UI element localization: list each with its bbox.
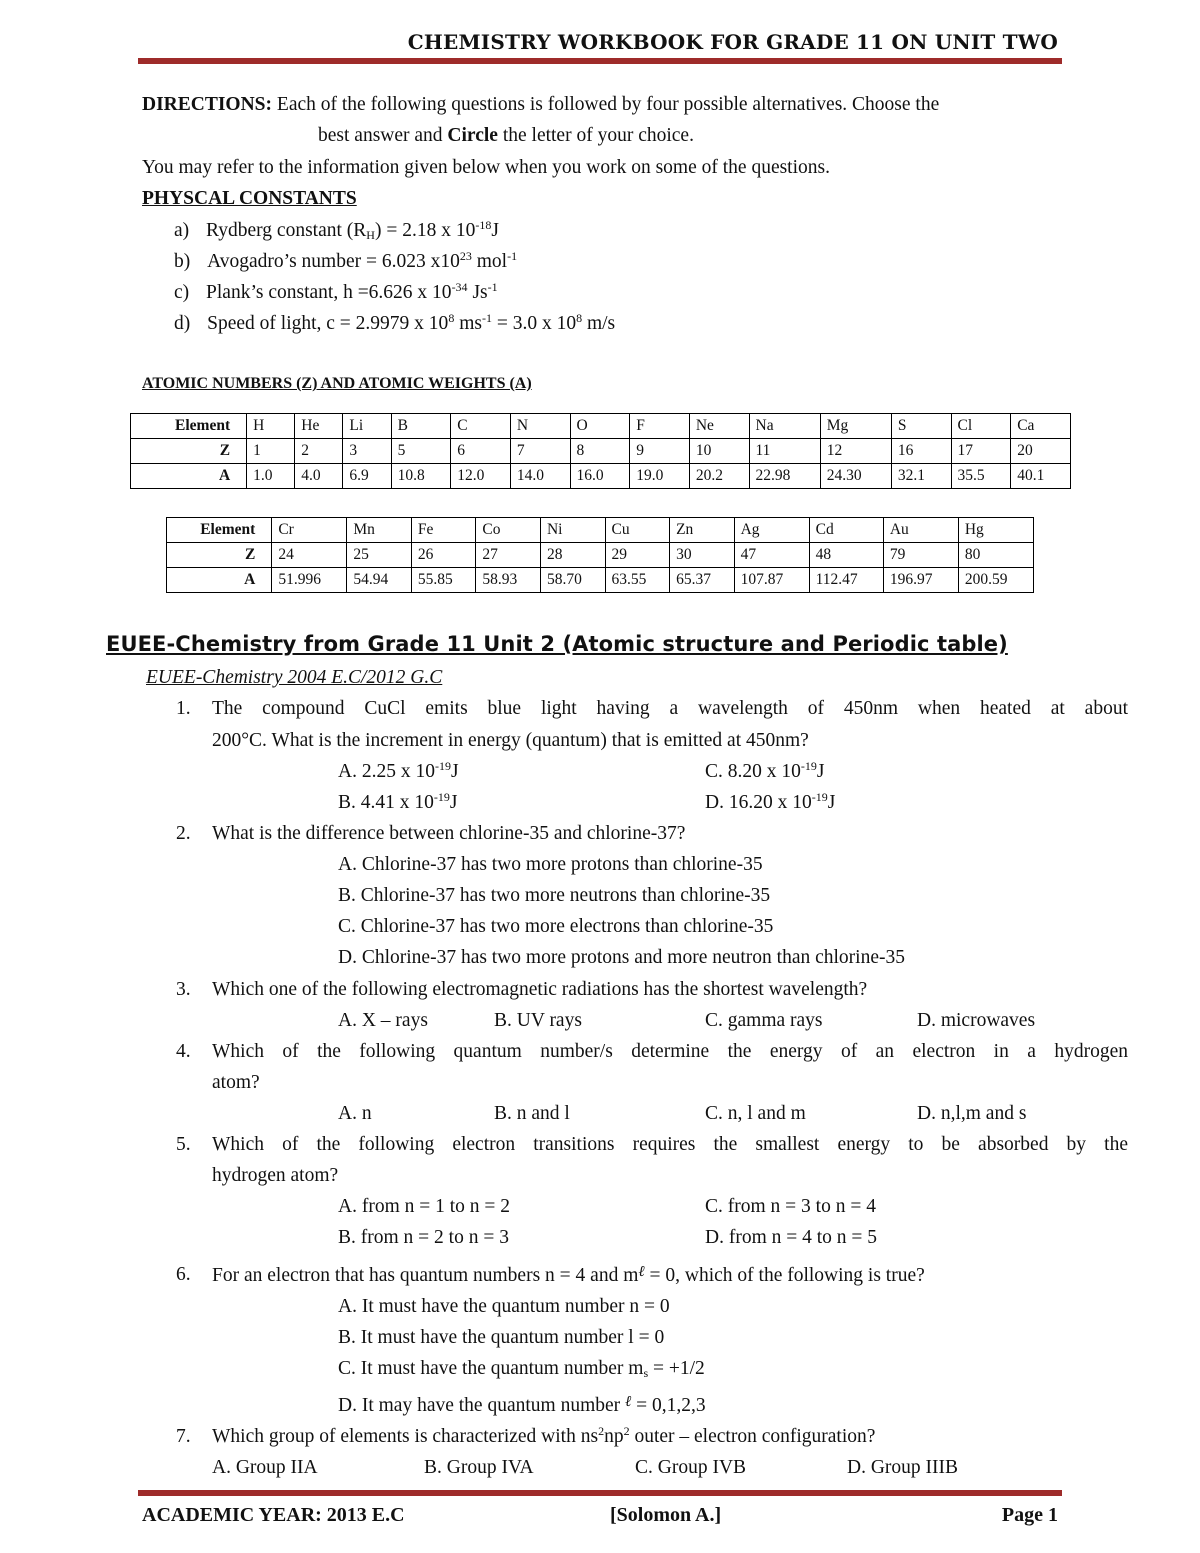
table-cell: Ni (540, 518, 605, 543)
q5-option-d: D. from n = 4 to n = 5 (705, 1227, 878, 1248)
a-row (131, 464, 1071, 489)
table-cell: 30 (670, 543, 735, 568)
table-cell: 32.1 (891, 464, 951, 489)
table-cell: Au (883, 518, 958, 543)
constant-text: = 3.0 x 10 (491, 313, 577, 334)
table-cell: 80 (958, 543, 1033, 568)
constant-sup: 8 (576, 311, 583, 325)
constant-item-light (174, 313, 615, 335)
directions-label: DIRECTIONS: (142, 94, 273, 115)
table-cell: O (570, 414, 630, 439)
question-number: 4. (176, 1041, 191, 1062)
table-cell: 47 (734, 543, 809, 568)
q4-option-c: C. n, l and m (705, 1103, 806, 1124)
constant-text: Rydberg constant (R (206, 220, 367, 241)
q7-text-mid: np (604, 1426, 624, 1447)
option-text: B. 4.41 x 10 (338, 792, 434, 813)
q7-option-a: A. Group IIA (212, 1457, 318, 1478)
option-sup: -19 (800, 759, 817, 773)
option-sup: -19 (811, 790, 828, 804)
table-cell: 25 (347, 543, 412, 568)
table-cell: 6 (451, 439, 511, 464)
constants-heading: PHYSCAL CONSTANTS (142, 188, 357, 209)
table-cell: Cl (951, 414, 1011, 439)
table-cell: 19.0 (630, 464, 690, 489)
table-cell: 12.0 (451, 464, 511, 489)
directions-line1: Each of the following questions is followed by four possible alternatives. Choose the (276, 94, 940, 115)
q5-option-b: B. from n = 2 to n = 3 (338, 1227, 509, 1248)
q2-option-a: A. Chlorine-37 has two more protons than chlorine-35 (338, 854, 763, 875)
table-cell: 35.5 (951, 464, 1011, 489)
refer-text: You may refer to the information given below when you work on some of the questions. (142, 157, 830, 178)
atomic-table-heading: ATOMIC NUMBERS (Z) AND ATOMIC WEIGHTS (A) (142, 375, 532, 392)
table-cell: 4.0 (295, 464, 343, 489)
z-row (131, 439, 1071, 464)
q7-text-pre: Which group of elements is characterized with ns (212, 1426, 599, 1447)
question-number: 3. (176, 979, 191, 1000)
footer-author: [Solomon A.] (610, 1504, 722, 1526)
constant-text: J (491, 220, 499, 241)
constant-sup: -18 (475, 218, 492, 232)
table-cell: Ca (1011, 414, 1071, 439)
q3-option-d: D. microwaves (917, 1010, 1036, 1031)
table-cell: 112.47 (809, 568, 883, 593)
table-cell: 58.93 (476, 568, 541, 593)
constant-sup: -1 (507, 249, 518, 263)
table-cell: 51.996 (272, 568, 347, 593)
constant-text: ms (454, 313, 482, 334)
q2-option-d: D. Chlorine-37 has two more protons and more neutron than chlorine-35 (338, 947, 905, 968)
q7-sup: 2 (623, 1424, 630, 1438)
q1-line1: The compound CuCl emits blue light having a wavelength of 450nm when heated at about (212, 698, 1128, 719)
option-text: A. 2.25 x 10 (338, 761, 435, 782)
option-text: D. 16.20 x 10 (705, 792, 812, 813)
option-text: C. 8.20 x 10 (705, 761, 801, 782)
q6-ell: ℓ (638, 1264, 645, 1280)
table-cell: Hg (958, 518, 1033, 543)
question-number: 7. (176, 1426, 191, 1447)
q7-text-post: outer – electron configuration? (629, 1426, 876, 1447)
constant-text: Js (467, 282, 488, 303)
q5-line1: Which of the following electron transitions requires the smallest energy to be absorbed by the (212, 1134, 1128, 1155)
table-cell: 79 (883, 543, 958, 568)
table-cell: 107.87 (734, 568, 809, 593)
option-text: J (449, 792, 458, 813)
table-cell: H (247, 414, 295, 439)
table-cell: 17 (951, 439, 1011, 464)
constant-text: Avogadro’s number = 6.023 x10 (207, 251, 460, 272)
section-subtitle: EUEE-Chemistry 2004 E.C/2012 G.C (146, 667, 443, 688)
table-cell: 40.1 (1011, 464, 1071, 489)
constant-sup: 8 (448, 311, 455, 325)
table-cell: 14.0 (510, 464, 570, 489)
table-cell: C (451, 414, 511, 439)
question-number: 1. (176, 698, 191, 719)
table-cell: Ag (734, 518, 809, 543)
constant-letter: b) (174, 251, 191, 272)
constant-sup: -1 (487, 280, 498, 294)
option-text: J (827, 792, 836, 813)
row-label: Z (167, 543, 272, 568)
row-label: A (131, 464, 247, 489)
table-cell: 10 (689, 439, 749, 464)
constant-item-rydberg (174, 220, 499, 242)
row-label: Element (131, 414, 247, 439)
directions-line2 (318, 125, 694, 147)
q7-option-b: B. Group IVA (424, 1457, 534, 1478)
table-cell: F (630, 414, 690, 439)
q6-option-a: A. It must have the quantum number n = 0 (338, 1296, 670, 1317)
table-cell: 22.98 (749, 464, 820, 489)
option-sup: -19 (433, 790, 450, 804)
table-cell: 54.94 (347, 568, 412, 593)
question-number: 2. (176, 823, 191, 844)
footer-page-number: Page 1 (1001, 1504, 1058, 1526)
q5-option-c: C. from n = 3 to n = 4 (705, 1196, 876, 1217)
q4-option-d: D. n,l,m and s (917, 1103, 1027, 1124)
constant-text: Plank’s constant, h =6.626 x 10 (206, 282, 452, 303)
q3-option-a: A. X – rays (338, 1010, 428, 1031)
table-cell: Mn (347, 518, 412, 543)
q6-text (212, 1264, 925, 1287)
table-cell: 58.70 (540, 568, 605, 593)
q6-option-d (338, 1394, 706, 1417)
table-cell: 6.9 (343, 464, 391, 489)
q2-text: What is the difference between chlorine-35 and chlorine-37? (212, 823, 686, 844)
section-title: EUEE-Chemistry from Grade 11 Unit 2 (Atomic structure and Periodic table) (106, 632, 1008, 656)
directions-circle: Circle (447, 125, 498, 146)
page-header-title: CHEMISTRY WORKBOOK FOR GRADE 11 ON UNIT TWO (407, 30, 1058, 54)
table-cell: 63.55 (605, 568, 670, 593)
table-cell: 24 (272, 543, 347, 568)
q3-text: Which one of the following electromagnetic radiations has the shortest wavelength? (212, 979, 868, 1000)
option-sup: -19 (434, 759, 451, 773)
q7-option-c: C. Group IVB (635, 1457, 747, 1478)
q1-option-b (338, 792, 457, 814)
table-cell: S (891, 414, 951, 439)
option-text: = 0,1,2,3 (631, 1395, 706, 1416)
constant-sup: -1 (481, 311, 492, 325)
header-rule (138, 58, 1062, 64)
q2-option-b: B. Chlorine-37 has two more neutrons than chlorine-35 (338, 885, 771, 906)
table-cell: 1 (247, 439, 295, 464)
constant-item-avogadro (174, 251, 517, 273)
table-cell: B (391, 414, 451, 439)
q4-option-a: A. n (338, 1103, 372, 1124)
table-cell: 196.97 (883, 568, 958, 593)
table-cell: Co (476, 518, 541, 543)
table-cell: Li (343, 414, 391, 439)
table-cell: 12 (820, 439, 891, 464)
constant-text: m/s (582, 313, 616, 334)
constant-text: Speed of light, c = 2.9979 x 10 (207, 313, 449, 334)
option-text: J (450, 761, 459, 782)
constant-sup: -34 (451, 280, 468, 294)
question-number: 6. (176, 1264, 191, 1285)
q4-line2: atom? (212, 1072, 260, 1093)
q6-text-pre: For an electron that has quantum numbers n = 4 and m (212, 1265, 639, 1286)
q6-option-b: B. It must have the quantum number l = 0 (338, 1327, 665, 1348)
table-cell: 11 (749, 439, 820, 464)
q6-ell: ℓ (625, 1394, 632, 1410)
table-cell: He (295, 414, 343, 439)
table-cell: 20 (1011, 439, 1071, 464)
table-cell: 9 (630, 439, 690, 464)
table-cell: 48 (809, 543, 883, 568)
table-cell: 16 (891, 439, 951, 464)
table-cell: N (510, 414, 570, 439)
footer-academic-year: ACADEMIC YEAR: 2013 E.C (142, 1504, 405, 1526)
table-cell: 16.0 (570, 464, 630, 489)
table-cell: 10.8 (391, 464, 451, 489)
table-cell: 8 (570, 439, 630, 464)
q1-option-c (705, 761, 824, 783)
q1-line2: 200°C. What is the increment in energy (quantum) that is emitted at 450nm? (212, 730, 809, 751)
directions (142, 94, 939, 116)
table-cell: 1.0 (247, 464, 295, 489)
table-cell: Fe (411, 518, 476, 543)
table-cell: 5 (391, 439, 451, 464)
constant-letter: d) (174, 313, 191, 334)
table-cell: Zn (670, 518, 735, 543)
table-cell: 29 (605, 543, 670, 568)
element-row (167, 518, 1034, 543)
q1-option-d (705, 792, 835, 814)
atomic-table-2 (166, 517, 1034, 593)
footer-rule (138, 1490, 1062, 1496)
table-cell: 2 (295, 439, 343, 464)
option-text: C. It must have the quantum number m (338, 1358, 644, 1379)
table-cell: Ne (689, 414, 749, 439)
q4-option-b: B. n and l (494, 1103, 570, 1124)
table-cell: 7 (510, 439, 570, 464)
z-row (167, 543, 1034, 568)
q5-line2: hydrogen atom? (212, 1165, 339, 1186)
table-cell: 55.85 (411, 568, 476, 593)
constant-text: ) = 2.18 x 10 (374, 220, 476, 241)
constant-letter: a) (174, 220, 190, 241)
q7-option-d: D. Group IIIB (847, 1457, 959, 1478)
q7-text (212, 1426, 875, 1448)
constant-letter: c) (174, 282, 190, 303)
option-text: J (816, 761, 825, 782)
row-label: Element (167, 518, 272, 543)
constant-text: mol (471, 251, 508, 272)
directions-line2-a: best answer and (318, 125, 448, 146)
table-cell: Cr (272, 518, 347, 543)
constant-item-plank (174, 282, 498, 304)
table-cell: 26 (411, 543, 476, 568)
option-text: D. It may have the quantum number (338, 1395, 626, 1416)
q5-option-a: A. from n = 1 to n = 2 (338, 1196, 511, 1217)
table-cell: 27 (476, 543, 541, 568)
table-cell: Na (749, 414, 820, 439)
option-text: = +1/2 (648, 1358, 705, 1379)
q2-option-c: C. Chlorine-37 has two more electrons than chlorine-35 (338, 916, 774, 937)
q7-sup: 2 (598, 1424, 605, 1438)
table-cell: 3 (343, 439, 391, 464)
row-label: Z (131, 439, 247, 464)
option-sub: s (643, 1366, 649, 1380)
table-cell: Mg (820, 414, 891, 439)
row-label: A (167, 568, 272, 593)
table-cell: 28 (540, 543, 605, 568)
table-cell: 20.2 (689, 464, 749, 489)
element-row (131, 414, 1071, 439)
table-cell: Cu (605, 518, 670, 543)
q6-option-c (338, 1358, 705, 1380)
q3-option-b: B. UV rays (494, 1010, 582, 1031)
table-cell: 65.37 (670, 568, 735, 593)
question-number: 5. (176, 1134, 191, 1155)
q4-line1: Which of the following quantum number/s determine the energy of an electron in a hydrogen (212, 1041, 1128, 1062)
atomic-table-1 (130, 413, 1071, 489)
directions-line2-c: the letter of your choice. (497, 125, 694, 146)
table-cell: 200.59 (958, 568, 1033, 593)
constant-sub: H (366, 228, 375, 242)
q3-option-c: C. gamma rays (705, 1010, 823, 1031)
a-row (167, 568, 1034, 593)
q6-text-post: = 0, which of the following is true? (644, 1265, 925, 1286)
table-cell: 24.30 (820, 464, 891, 489)
constant-sup: 23 (459, 249, 472, 263)
table-cell: Cd (809, 518, 883, 543)
q1-option-a (338, 761, 459, 783)
